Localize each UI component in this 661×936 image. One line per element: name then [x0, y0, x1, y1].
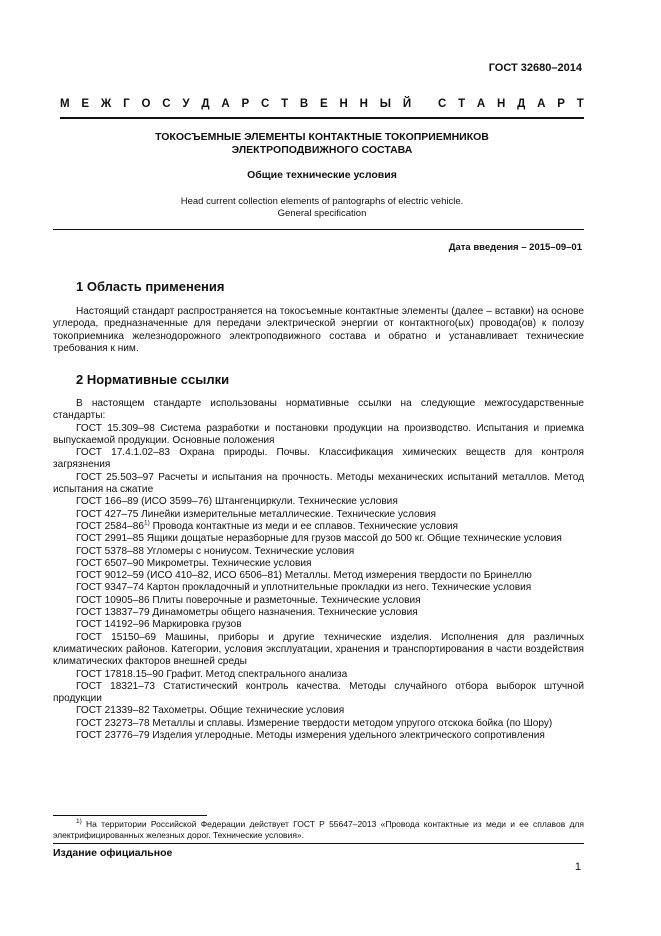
banner-letter: Г — [123, 98, 130, 110]
banner-letter: Т — [281, 98, 289, 110]
footnote — [53, 819, 584, 841]
reference-item: ГОСТ 25.503–97 Расчеты и испытания на прочность. Методы механических испытаний металлов. Метод испытания на сжатие — [53, 471, 584, 496]
section-1-paragraph: Настоящий стандарт распространяется на токосъемные контактные элементы (далее – вставки) на основе углерода, предназначенные для передачи электрической энергии от контактного(ых) провода(ов) к полозу токоприемника железнодорожного электроподвижного состава и обратно и устанавливает технические требования к ним. — [53, 306, 584, 354]
reference-item: ГОСТ 10905–86 Плиты поверочные и разметочные. Технические условия — [76, 594, 421, 606]
reference-item: ГОСТ 18321–73 Статистический контроль качества. Методы случайного отбора выборок штучной продукции — [53, 680, 584, 705]
banner-letter: А — [476, 98, 486, 110]
banner-letter: Ж — [100, 98, 112, 110]
banner-letter: С — [437, 98, 447, 110]
banner-letter: У — [182, 98, 190, 110]
english-title-line-1: Head current collection elements of pantographs of electric vehicle. — [180, 196, 464, 207]
section-2-heading: 2 Нормативные ссылки — [76, 372, 230, 387]
banner-letter: С — [162, 98, 171, 110]
banner-letter: Ы — [379, 98, 392, 110]
banner-letter: А — [221, 98, 230, 110]
header-rule — [60, 117, 584, 119]
footnote-marker: 1) — [76, 818, 82, 826]
banner-letter: Н — [497, 98, 506, 110]
section-2-intro: В настоящем стандарте использованы нормативные ссылки на следующие межгосударственные стандарты: — [53, 398, 584, 422]
reference-item: ГОСТ 21339–82 Тахометры. Общие технические условия — [76, 705, 345, 717]
banner-letter: Р — [241, 98, 250, 110]
title-line-2: ЭЛЕКТРОПОДВИЖНОГО СОСТАВА — [231, 144, 413, 156]
reference-item: ГОСТ 17.4.1.02–83 Охрана природы. Почвы. Классификация химических веществ для контроля загрязнения — [53, 447, 584, 471]
document-code: ГОСТ 32680–2014 — [488, 62, 582, 74]
reference-item: ГОСТ 2991–85 Ящики дощатые неразборные для грузов массой до 500 кг. Общие технические условия — [76, 533, 562, 545]
document-title — [60, 131, 584, 157]
english-title — [60, 196, 584, 219]
reference-item: ГОСТ 15.309–98 Система разработки и постановки продукции на производство. Испытания и приемка выпускаемой продукции. Основные положения — [53, 422, 584, 446]
standard-banner — [60, 98, 584, 110]
page-number: 1 — [574, 861, 581, 873]
reference-item-with-footnote — [53, 521, 584, 533]
reference-code: ГОСТ 2584–86 — [76, 520, 144, 532]
reference-item: ГОСТ 9012–59 (ИСО 410–82, ИСО 6506–81) Металлы. Метод измерения твердости по Бринеллю — [76, 570, 532, 582]
footer-rule — [53, 843, 584, 844]
banner-letter: В — [299, 98, 309, 110]
footnote-ref-marker: 1) — [143, 519, 150, 527]
footnote-text: На территории Российской Федерации действует ГОСТ Р 55647–2013 «Провода контактные из меди и ее сплавов для электрифицированных железных дорог. Технические условия». — [53, 819, 584, 840]
reference-title: Провода контактные из меди и ее сплавов. Технические условия — [149, 520, 459, 532]
reference-item: ГОСТ 6507–90 Микрометры. Технические условия — [76, 557, 312, 569]
banner-letter: А — [537, 98, 546, 110]
banner-letter: Д — [201, 98, 210, 110]
banner-letter: С — [260, 98, 270, 110]
banner-letter: Й — [402, 98, 412, 110]
banner-letter: Р — [557, 98, 565, 110]
section-1-body — [53, 306, 584, 355]
section-2-body — [53, 398, 584, 742]
document-subtitle: Общие технические условия — [247, 169, 397, 181]
reference-item: ГОСТ 166–89 (ИСО 3599–76) Штангенциркули. Технические условия — [76, 496, 398, 508]
section-1-heading: 1 Область применения — [76, 279, 225, 294]
banner-letter: М — [60, 98, 70, 110]
official-edition-label: Издание официальное — [53, 847, 173, 859]
reference-item: ГОСТ 23273–78 Металлы и сплавы. Измерение твердости методом упругого отскока бойка (по Шору) — [76, 717, 553, 729]
reference-item: ГОСТ 5378–88 Угломеры с нониусом. Технические условия — [76, 545, 355, 557]
english-title-line-2: General specification — [277, 207, 367, 219]
reference-item: ГОСТ 17818.15–90 Графит. Метод спектрального анализа — [76, 668, 348, 680]
title-rule — [53, 229, 584, 230]
banner-letter: Н — [339, 98, 348, 110]
banner-letter: Д — [517, 98, 526, 110]
introduction-date: Дата введения – 2015–09–01 — [448, 242, 582, 253]
banner-letter: Т — [576, 98, 584, 110]
reference-item: ГОСТ 9347–74 Картон прокладочный и уплотнительные прокладки из него. Технические условия — [76, 582, 532, 594]
reference-item: ГОСТ 23776–79 Изделия углеродные. Методы измерения удельного электрического сопротивления — [76, 730, 545, 742]
footnote-rule — [53, 815, 207, 816]
title-line-1: ТОКОСЪЕМНЫЕ ЭЛЕМЕНТЫ КОНТАКТНЫЕ ТОКОПРИЕМНИКОВ — [155, 131, 489, 143]
banner-space — [423, 98, 426, 110]
banner-letter: Н — [359, 98, 368, 110]
reference-item: ГОСТ 14192–96 Маркировка грузов — [76, 619, 242, 631]
reference-item: ГОСТ 427–75 Линейки измерительные металлические. Технические условия — [76, 508, 437, 520]
banner-letter: Е — [320, 98, 328, 110]
banner-letter: Т — [458, 98, 466, 110]
banner-letter: О — [141, 98, 151, 110]
reference-item: ГОСТ 15150–69 Машины, приборы и другие технические изделия. Исполнения для различных климатических районов. Категории, условия эксплуатации, хранения и транспортирования в части воздействия климатических факторов внешней среды — [53, 631, 584, 668]
reference-item: ГОСТ 13837–79 Динамометры общего назначения. Технические условия — [76, 607, 418, 619]
banner-letter: Е — [81, 98, 90, 110]
